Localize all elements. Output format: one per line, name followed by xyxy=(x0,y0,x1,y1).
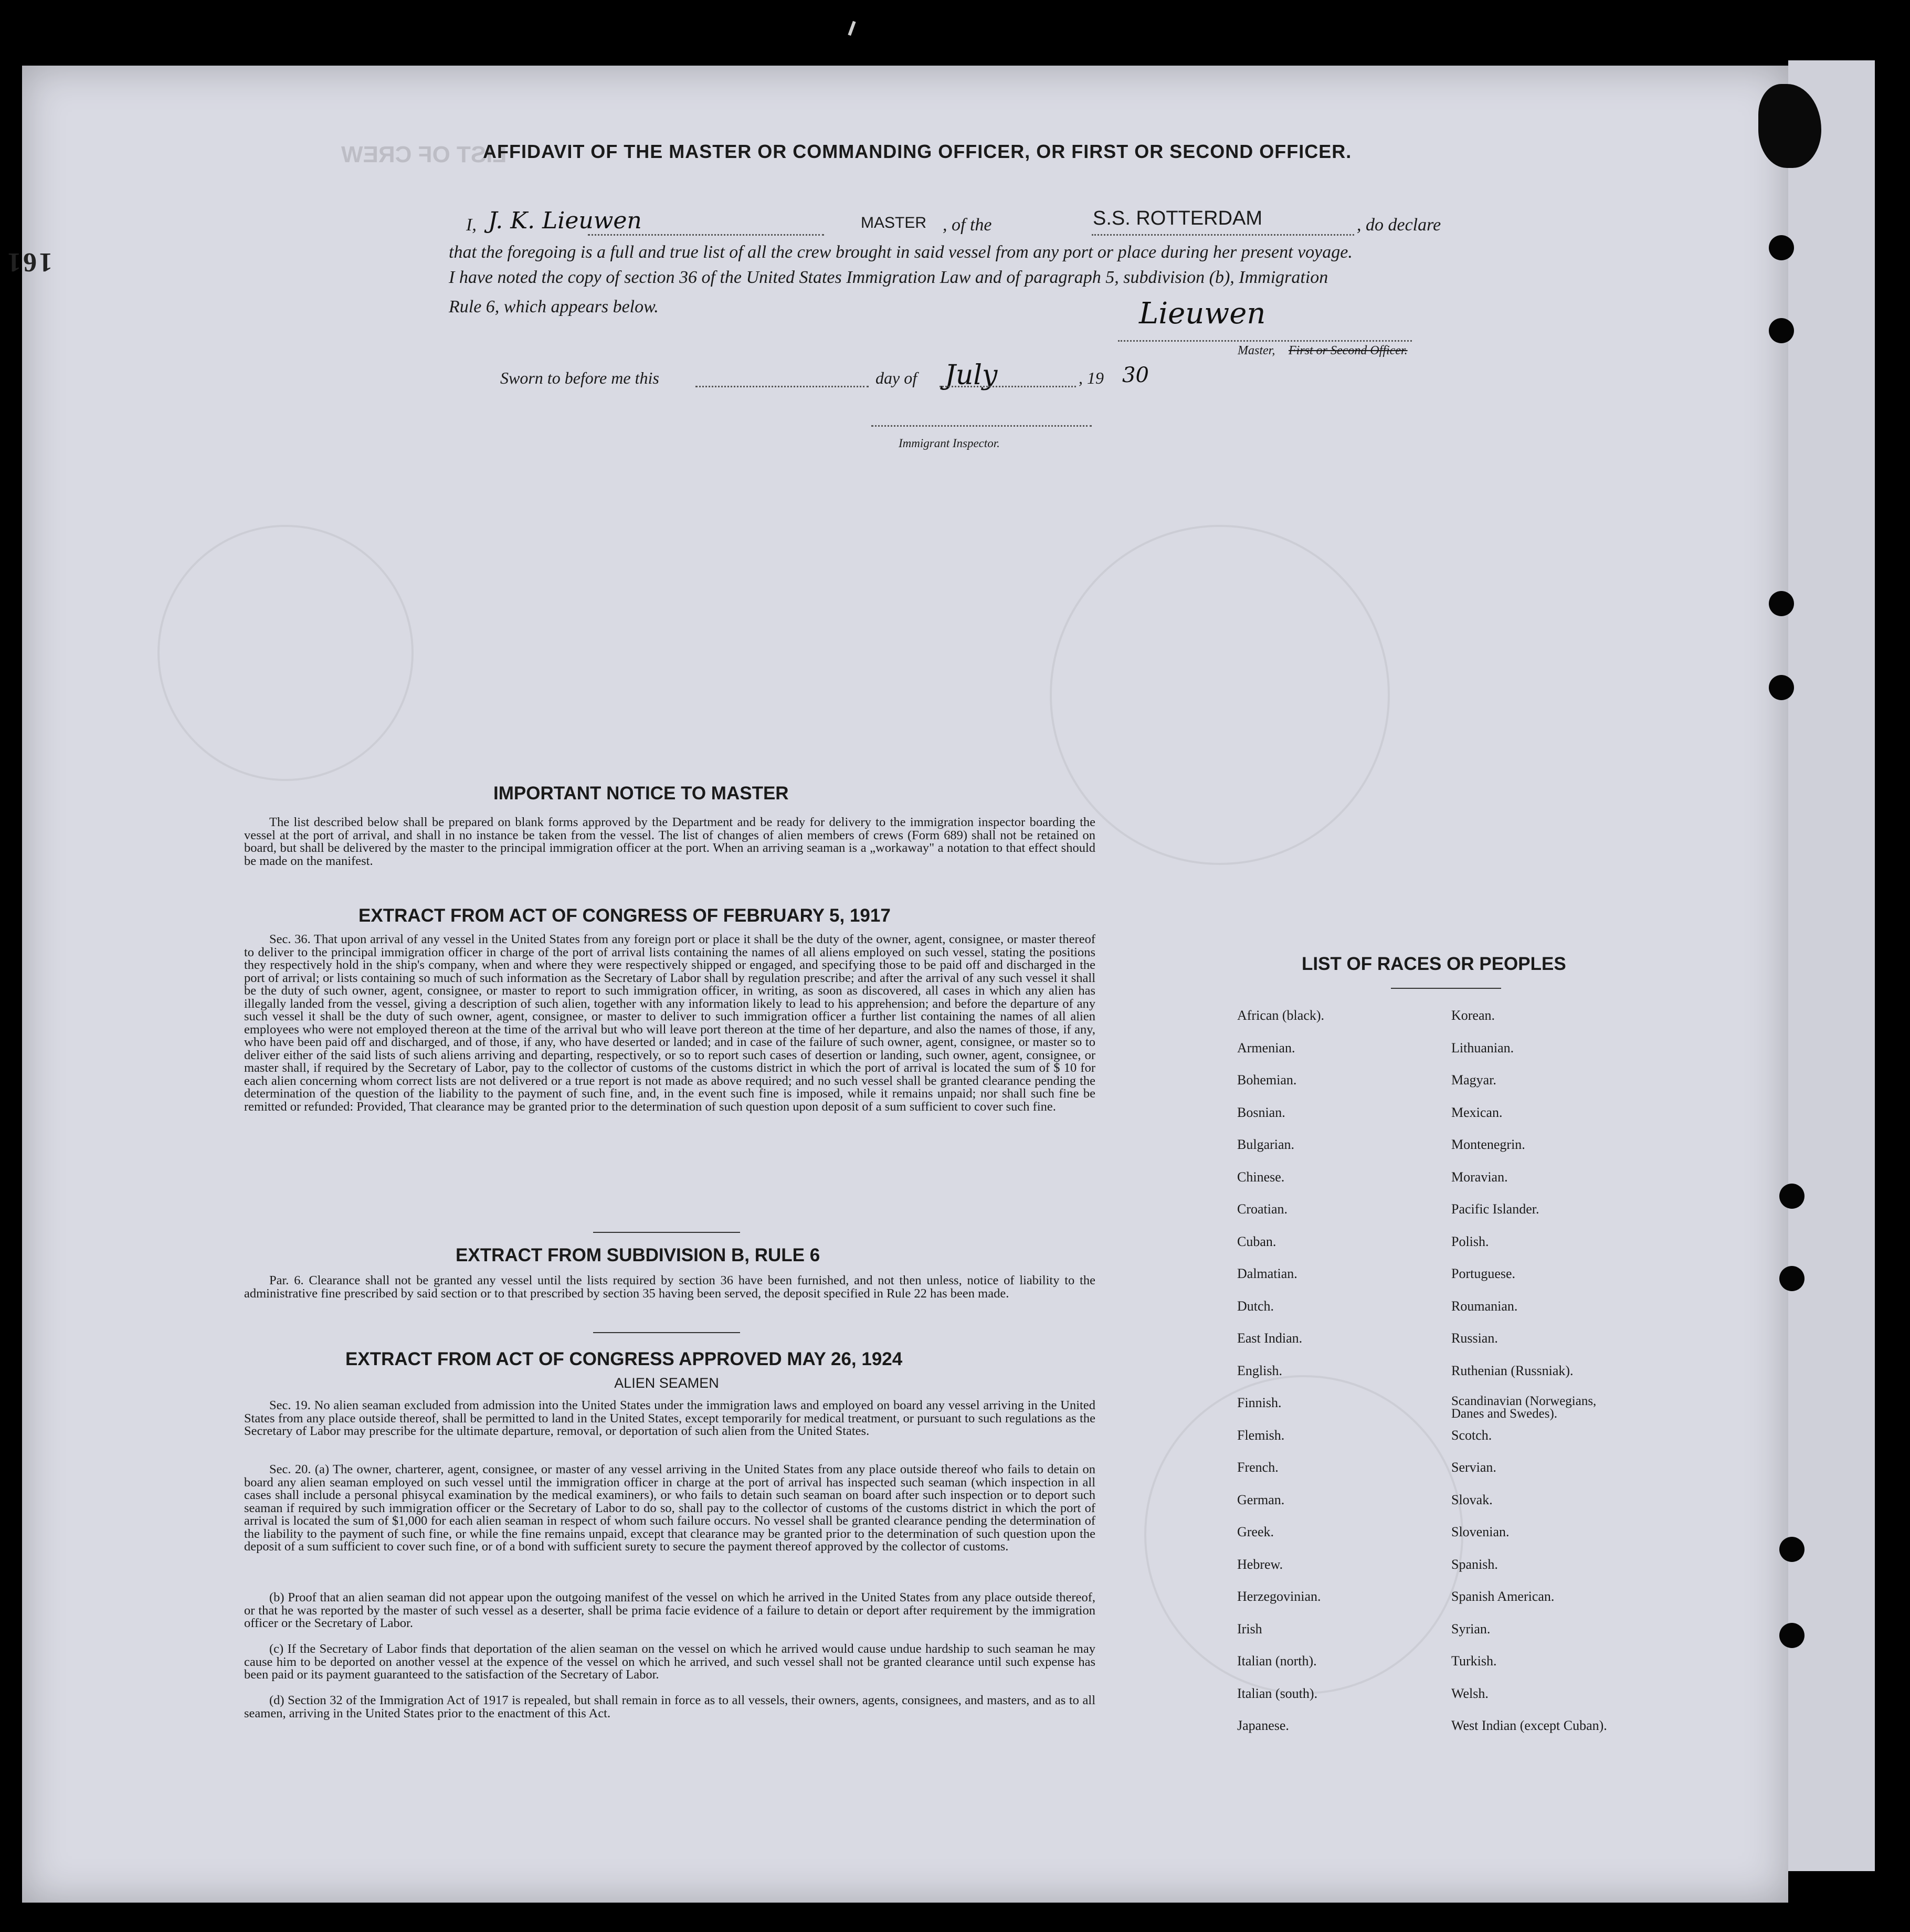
race-item: Finnish. xyxy=(1237,1395,1282,1410)
punch-hole xyxy=(1769,235,1794,260)
race-item: Scandinavian (Norwegians, Danes and Swedes). xyxy=(1451,1394,1597,1421)
bleed-through-seal xyxy=(1144,1375,1463,1694)
race-item: West Indian (except Cuban). xyxy=(1451,1718,1607,1733)
inspector-label: Immigrant Inspector. xyxy=(899,437,1000,450)
page-edge-strip xyxy=(1788,60,1875,1871)
notice-heading: IMPORTANT NOTICE TO MASTER xyxy=(493,783,789,804)
race-item: Greek. xyxy=(1237,1524,1274,1539)
race-item: Bosnian. xyxy=(1237,1104,1285,1120)
dotted-line xyxy=(1092,234,1354,236)
dotted-line xyxy=(588,234,824,236)
dotted-line xyxy=(940,386,1076,387)
race-item: Syrian. xyxy=(1451,1621,1491,1637)
divider xyxy=(593,1332,740,1333)
do-declare-label: , do declare xyxy=(1357,215,1441,235)
race-item: Magyar. xyxy=(1451,1072,1496,1088)
race-item: Russian. xyxy=(1451,1331,1498,1346)
divider xyxy=(1391,988,1501,989)
race-item: Italian (south). xyxy=(1237,1685,1318,1701)
race-item: Bohemian. xyxy=(1237,1072,1297,1088)
race-item: Hebrew. xyxy=(1237,1556,1283,1572)
punch-hole xyxy=(1769,318,1794,343)
signature-label-struck: First or Second Officer. xyxy=(1289,344,1408,357)
race-item: French. xyxy=(1237,1460,1279,1475)
race-item: Servian. xyxy=(1451,1460,1496,1475)
race-item: Flemish. xyxy=(1237,1427,1285,1443)
year-handwritten: 30 xyxy=(1122,363,1149,387)
race-item: Cuban. xyxy=(1237,1233,1276,1249)
year-prefix: , 19 xyxy=(1079,368,1104,387)
signature-label-master: Master, xyxy=(1238,344,1275,357)
master-signature: Lieuwen xyxy=(1139,297,1266,331)
signature-line xyxy=(1118,340,1412,342)
race-item: Welsh. xyxy=(1451,1685,1489,1701)
race-item: Slovenian. xyxy=(1451,1524,1510,1539)
race-item: Italian (north). xyxy=(1237,1653,1317,1669)
of-the-label: , of the xyxy=(943,215,992,235)
extract-1917-text: Sec. 36. That upon arrival of any vessel in the United States from any foreign port or place it shall be the duty of the owner, agent, consignee, or master thereof to deliver to the principal immigration officer in charge of the port of arrival lists containing the names of all aliens employed on such vessel, stating the positions they respectively hold in the ship's company, when and where they were respectively shipped or engaged, and specifying those to be paid off and discharged in the port of arrival; or lists containing so much of such information as the Secretary of Labor shall by regulation prescribe; and after the arrival of any such vessel it shall be the duty of such owner, agent, consignee, or master to report to such immigration officer, in writing, as soon as discovered, all cases in which any alien has illegally landed from the vessel, giving a description of such alien, together with any information likely to lead to his apprehension; and before the departure of any such vessel it shall be the duty of such owner, agent, consignee, or master to deliver to such immigration officer a further list containing the names of all alien employees who were not employed thereon at the time of the arrival but who will leave port thereon at the time of her departure, and also the names of those, if any, who have been paid off and discharged, and of those, if any, who have deserted or landed; and in case of the failure of such owner, agent, consignee, or master so to deliver either of the said lists of such aliens arriving and departing, respectively, or so to report such cases of desertion or landing, such owner, agent, consignee, or master shall, if required by the Secretary of Labor, pay to the collector of customs of the customs district in which the port of arrival is located the sum of $ 10 for each alien concerning whom correct lists are not delivered or a true report is not made as above required; and no such vessel shall be granted clearance pending the determination of the question of the liability to the payment of such fine, and, in the event such fine is imposed, while it remains unpaid; nor shall such fine be remitted or refunded: Provided, That clearance may be granted prior to the determination of such question upon deposit of a sum sufficient to cover such fine. xyxy=(244,932,1095,1114)
punch-hole xyxy=(1779,1184,1805,1209)
sec20b-text: (b) Proof that an alien seaman did not appear upon the outgoing manifest of the vessel on which he arrived in the United States from any place outside thereof, or that he was reported by the master of such vessel as a deserter, shall be prima facie evidence of a failure to detain or deport after requirement by the immigration officer or the Secretary of Labor. xyxy=(244,1590,1095,1630)
race-item: Spanish. xyxy=(1451,1556,1498,1572)
sec20d-text: (d) Section 32 of the Immigration Act of 1917 is repealed, but shall remain in force as to all vessels, their owners, agents, consignees, and masters, and as to all seamen, arriving in the United States prior to the enactment of this Act. xyxy=(244,1693,1095,1720)
affidavit-line-3: I have noted the copy of section 36 of the United States Immigration Law and of paragraph 5, subdivision (b), Immigration xyxy=(449,268,1328,287)
notice-text: The list described below shall be prepared on blank forms approved by the Department and be ready for delivery to the immigration inspector boarding the vessel at the port of arrival, and shall in no instance be taken from the vessel. The list of changes of alien members of crews (Form 689) shall not be retained on board, but shall be delivered by the master to the principal immigration officer at the port. When an arriving seaman is a „workaway" a notation to that effect should be made on the manifest. xyxy=(244,815,1095,868)
race-item: Portuguese. xyxy=(1451,1266,1516,1281)
race-item: Herzegovinian. xyxy=(1237,1589,1321,1604)
sec19-text: Sec. 19. No alien seaman excluded from admission into the United States under the immigration laws and employed on board any vessel arriving in the United States from any place outside thereof, shall be permitted to land in the United States, except temporarily for medical treatment, or pursuant to such regulations as the Secretary of Labor may prescribe for the ultimate departure, removal, or deportation of such alien from the United States. xyxy=(244,1398,1095,1438)
bleed-through-seal xyxy=(157,525,414,781)
race-item: Korean. xyxy=(1451,1008,1495,1023)
races-title: LIST OF RACES OR PEOPLES xyxy=(1302,954,1566,974)
divider xyxy=(593,1232,740,1233)
master-rank: MASTER xyxy=(861,214,927,231)
race-item: Armenian. xyxy=(1237,1040,1295,1055)
race-item: Bulgarian. xyxy=(1237,1137,1295,1152)
affidavit-i-label: I, xyxy=(466,215,477,235)
race-item: Croatian. xyxy=(1237,1201,1288,1217)
race-item: Dutch. xyxy=(1237,1298,1274,1314)
race-item: African (black). xyxy=(1237,1008,1325,1023)
month-handwritten: July xyxy=(945,360,998,391)
alien-seamen-subheading: ALIEN SEAMEN xyxy=(614,1375,719,1391)
rule6-text: Par. 6. Clearance shall not be granted any vessel until the lists required by section 36 have been furnished, and not then unless, notice of liability to the administrative fine prescribed by said section or to that prescribed by section 35 having been served, the deposit specified in Rule 22 has been made. xyxy=(244,1273,1095,1301)
sworn-label: Sworn to before me this xyxy=(500,368,659,387)
sec20c-text: (c) If the Secretary of Labor finds that deportation of the alien seaman on the vessel on which he arrived would cause undue hardship to such seaman he may cause him to be deported on another vessel at the expence of the vessel on which he arrived, and such vessel shall not be granted clearance until such expense has been paid or its payment guaranteed to the satisfaction of the Secretary of Labor. xyxy=(244,1642,1095,1682)
bleed-through-seal xyxy=(1050,525,1390,865)
race-item: Irish xyxy=(1237,1621,1262,1637)
race-item: Japanese. xyxy=(1237,1718,1289,1733)
race-item: German. xyxy=(1237,1492,1285,1507)
race-item: Slovak. xyxy=(1451,1492,1493,1507)
sec20a-text: Sec. 20. (a) The owner, charterer, agent, consignee, or master of any vessel arriving in the United States from any place outside thereof who fails to detain on board any alien seaman employed on such vessel until the immigration officer in charge at the port of arrival has inspected such seaman (which inspection in all cases shall include a personal phisycal examination by the medical examiners), or who fails to detain such seaman on board after such inspection or to deport such seaman if required by such immigration officer or the Secretary of Labor to do so, shall pay to the collector of customs of the customs district in which the port of arrival is located the sum of $1,000 for each alien seaman in respect of whom such failure occurs. No vessel shall be granted clearance pending the determination of the liability to the payment of such fine, or while the fine remains unpaid, except that clearance may be granted prior to the determination of such question upon the deposit of a sum sufficient to cover such fine, or of a bond with sufficient surety to secure the payment thereof approved by the collector of customs. xyxy=(244,1462,1095,1554)
rule6-heading: EXTRACT FROM SUBDIVISION B, RULE 6 xyxy=(456,1245,820,1265)
race-item: English. xyxy=(1237,1363,1282,1378)
inspector-signature-line xyxy=(871,425,1092,427)
race-item: Lithuanian. xyxy=(1451,1040,1514,1055)
race-item: East Indian. xyxy=(1237,1331,1303,1346)
punch-hole xyxy=(1769,591,1794,616)
vessel-name: S.S. ROTTERDAM xyxy=(1093,207,1263,229)
race-item: Turkish. xyxy=(1451,1653,1497,1669)
master-name-handwritten: J. K. Lieuwen xyxy=(488,207,642,234)
race-item: Dalmatian. xyxy=(1237,1266,1297,1281)
punch-hole xyxy=(1779,1266,1805,1291)
punch-hole xyxy=(1769,675,1794,700)
race-item: Scotch. xyxy=(1451,1427,1492,1443)
race-item: Roumanian. xyxy=(1451,1298,1518,1314)
affidavit-title: AFFIDAVIT OF THE MASTER OR COMMANDING OFFICER, OR FIRST OR SECOND OFFICER. xyxy=(483,141,1352,162)
race-item: Montenegrin. xyxy=(1451,1137,1525,1152)
punch-hole xyxy=(1779,1537,1805,1562)
dotted-line xyxy=(695,386,869,387)
race-item: Spanish American. xyxy=(1451,1589,1555,1604)
scan-mark xyxy=(848,21,856,36)
race-item: Mexican. xyxy=(1451,1104,1503,1120)
punch-hole xyxy=(1779,1623,1805,1648)
margin-number: 161 xyxy=(5,247,52,277)
bleed-through-text: LIST OF CREW xyxy=(341,142,507,167)
affidavit-line-2: that the foregoing is a full and true list of all the crew brought in said vessel from any port or place during her present voyage. xyxy=(449,242,1353,262)
race-item: Pacific Islander. xyxy=(1451,1201,1539,1217)
day-of-label: day of xyxy=(875,368,917,387)
race-item: Moravian. xyxy=(1451,1169,1508,1185)
affidavit-line-4: Rule 6, which appears below. xyxy=(449,297,659,316)
extract-1924-heading: EXTRACT FROM ACT OF CONGRESS APPROVED MAY 26, 1924 xyxy=(345,1349,903,1369)
race-item: Chinese. xyxy=(1237,1169,1285,1185)
extract-1917-heading: EXTRACT FROM ACT OF CONGRESS OF FEBRUARY 5, 1917 xyxy=(358,905,891,926)
race-item: Polish. xyxy=(1451,1233,1489,1249)
race-item: Ruthenian (Russniak). xyxy=(1451,1363,1574,1378)
